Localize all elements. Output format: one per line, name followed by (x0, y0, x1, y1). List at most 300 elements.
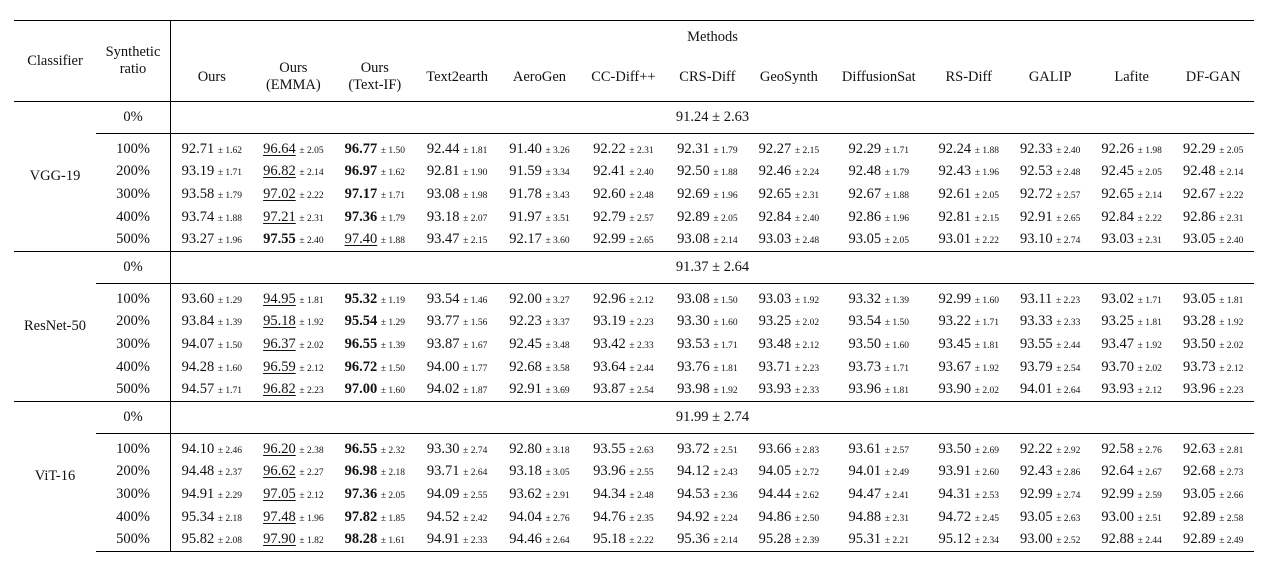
std-value: ± 1.62 (380, 168, 406, 179)
std-value: ± 1.50 (713, 295, 738, 306)
mean-value: 92.63 (1182, 440, 1216, 457)
std-value: ± 2.40 (1219, 236, 1244, 247)
value-cell (580, 138, 666, 161)
std-value: ± 2.05 (974, 190, 999, 201)
std-value: ± 2.31 (299, 213, 324, 224)
std-value: ± 2.49 (884, 468, 910, 479)
mean-value: 93.45 (938, 335, 972, 352)
value-cell (1009, 206, 1090, 229)
mean-value: 94.91 (426, 531, 460, 548)
std-value: ± 2.43 (713, 468, 738, 479)
std-value: ± 1.81 (463, 145, 488, 156)
std-value: ± 2.74 (1056, 490, 1081, 501)
value-cell (1009, 333, 1090, 356)
mean-value: 97.00 (344, 381, 378, 398)
value-cell (499, 378, 580, 401)
mean-value: 93.22 (938, 313, 972, 330)
value-cell (830, 528, 928, 551)
method-header-line1: DF-GAN (1185, 68, 1241, 85)
value-cell (580, 528, 666, 551)
value-cell (748, 311, 829, 334)
mean-value: 93.96 (593, 463, 626, 480)
mean-value: 93.72 (677, 440, 710, 457)
std-value: ± 1.81 (299, 295, 324, 306)
mean-value: 93.71 (426, 463, 460, 480)
mean-value: 92.22 (593, 140, 626, 157)
std-value: ± 2.54 (1056, 363, 1081, 374)
value-cell (667, 311, 748, 334)
std-value: ± 2.37 (217, 468, 243, 479)
value-cell (748, 356, 829, 379)
value-cell (1009, 161, 1090, 184)
mean-value: 93.42 (593, 335, 626, 352)
std-value: ± 3.26 (545, 145, 570, 156)
value-cell (1009, 438, 1090, 461)
std-value: ± 2.44 (629, 363, 654, 374)
mean-value: 92.99 (938, 290, 972, 307)
mean-value: 92.29 (848, 140, 882, 157)
mean-value: 93.28 (1182, 313, 1216, 330)
std-value: ± 2.67 (1137, 468, 1162, 479)
mean-value: 93.61 (848, 440, 882, 457)
value-cell (334, 228, 415, 251)
mean-value: 93.77 (426, 313, 460, 330)
std-value: ± 2.12 (1219, 363, 1244, 374)
std-value: ± 3.37 (545, 318, 570, 329)
mean-value: 94.05 (758, 463, 792, 480)
value-cell (334, 356, 415, 379)
mean-value: 93.71 (758, 358, 792, 375)
mean-value: 92.33 (1019, 140, 1053, 157)
mean-value: 92.44 (426, 140, 460, 157)
value-cell (1091, 311, 1172, 334)
table-body (14, 102, 1254, 552)
std-value: ± 1.81 (1219, 295, 1244, 306)
std-value: ± 2.91 (545, 490, 570, 501)
value-cell (1172, 183, 1254, 206)
mean-value: 96.98 (344, 463, 378, 480)
method-header-line1: Lafite (1114, 68, 1149, 85)
value-cell (499, 206, 580, 229)
method-header-5 (580, 53, 666, 102)
mean-value: 94.34 (593, 485, 626, 502)
mean-value: 92.60 (593, 185, 626, 202)
std-value: ± 2.48 (629, 190, 654, 201)
mean-value: 93.00 (1101, 508, 1135, 525)
std-value: ± 2.05 (380, 490, 406, 501)
std-value: ± 2.22 (1219, 190, 1244, 201)
value-cell (830, 206, 928, 229)
value-cell (928, 333, 1009, 356)
std-value: ± 1.39 (217, 318, 243, 329)
std-value: ± 2.32 (380, 445, 406, 456)
mean-value: 92.24 (938, 140, 972, 157)
std-value: ± 2.31 (1137, 236, 1162, 247)
value-cell (1091, 356, 1172, 379)
value-cell (416, 356, 499, 379)
mean-value: 96.82 (263, 163, 296, 180)
mean-value: 92.41 (593, 163, 626, 180)
mean-value: 94.95 (263, 290, 296, 307)
std-value: ± 2.31 (794, 190, 820, 201)
value-cell (171, 228, 253, 251)
std-value: ± 2.14 (1219, 168, 1244, 179)
value-cell (334, 506, 415, 529)
std-value: ± 2.31 (884, 513, 910, 524)
mean-value: 95.18 (593, 531, 626, 548)
ratio-cell: 200% (116, 313, 150, 330)
value-cell (499, 528, 580, 551)
value-cell (1172, 161, 1254, 184)
value-cell (253, 356, 334, 379)
std-value: ± 2.53 (974, 490, 999, 501)
value-cell (253, 438, 334, 461)
value-cell (334, 288, 415, 311)
value-cell (1172, 483, 1254, 506)
value-cell (253, 161, 334, 184)
mean-value: 92.48 (848, 163, 882, 180)
value-cell (171, 356, 253, 379)
mean-value: 94.46 (509, 531, 542, 548)
mean-value: 93.01 (938, 231, 972, 248)
value-cell (416, 138, 499, 161)
mean-value: 92.17 (509, 231, 542, 248)
value-cell (830, 483, 928, 506)
value-cell (748, 138, 829, 161)
mean-value: 92.58 (1101, 440, 1135, 457)
method-header-line1: CRS-Diff (679, 68, 736, 85)
baseline-value: 91.99 ± 2.74 (171, 401, 1255, 433)
value-cell (334, 528, 415, 551)
std-value: ± 1.79 (217, 190, 243, 201)
value-cell (1172, 138, 1254, 161)
value-cell (253, 206, 334, 229)
value-cell (334, 206, 415, 229)
value-cell (580, 378, 666, 401)
value-cell (171, 333, 253, 356)
value-cell (667, 333, 748, 356)
mean-value: 96.62 (263, 463, 296, 480)
value-cell (580, 356, 666, 379)
std-value: ± 1.81 (713, 363, 738, 374)
synthetic-ratio-line2: ratio (119, 61, 147, 77)
std-value: ± 2.58 (1219, 513, 1244, 524)
std-value: ± 2.57 (1056, 190, 1081, 201)
mean-value: 95.31 (848, 531, 882, 548)
std-value: ± 2.14 (713, 536, 738, 547)
value-cell (580, 483, 666, 506)
data-row (14, 311, 1254, 334)
std-value: ± 1.81 (1137, 318, 1162, 329)
value-cell (748, 183, 829, 206)
std-value: ± 2.55 (463, 490, 488, 501)
value-cell (1172, 506, 1254, 529)
value-cell (928, 138, 1009, 161)
value-cell (830, 438, 928, 461)
value-cell (1091, 138, 1172, 161)
mean-value: 92.43 (938, 163, 972, 180)
value-cell (334, 138, 415, 161)
value-cell (667, 161, 748, 184)
mean-value: 94.52 (426, 508, 460, 525)
data-row (14, 356, 1254, 379)
value-cell (334, 183, 415, 206)
value-cell (1009, 288, 1090, 311)
std-value: ± 2.81 (1219, 445, 1244, 456)
method-header-line1: GALIP (1028, 68, 1072, 85)
mean-value: 95.34 (181, 508, 215, 525)
mean-value: 93.08 (677, 290, 710, 307)
classifier-header-text: Classifier (27, 52, 83, 69)
std-value: ± 3.58 (545, 363, 570, 374)
value-cell (580, 333, 666, 356)
mean-value: 94.86 (758, 508, 792, 525)
value-cell (748, 483, 829, 506)
method-header-line1: RS-Diff (945, 68, 992, 85)
std-value: ± 2.02 (1137, 363, 1162, 374)
std-value: ± 1.60 (380, 386, 406, 397)
mean-value: 93.98 (677, 381, 710, 398)
std-value: ± 2.69 (974, 445, 999, 456)
std-value: ± 1.88 (884, 190, 910, 201)
mean-value: 95.28 (758, 531, 792, 548)
std-value: ± 2.63 (1056, 513, 1081, 524)
value-cell (1009, 528, 1090, 551)
value-cell (171, 183, 253, 206)
std-value: ± 2.29 (217, 490, 243, 501)
classifier-name: ViT-16 (14, 401, 96, 551)
method-header-2 (334, 53, 415, 102)
std-value: ± 2.33 (794, 386, 820, 397)
std-value: ± 2.46 (217, 445, 243, 456)
mean-value: 92.23 (509, 313, 542, 330)
mean-value: 96.97 (344, 163, 378, 180)
value-cell (748, 461, 829, 484)
value-cell (928, 528, 1009, 551)
mean-value: 92.67 (1182, 185, 1216, 202)
mean-value: 92.00 (509, 290, 542, 307)
method-header-7 (748, 53, 829, 102)
ratio-cell: 200% (116, 163, 150, 180)
std-value: ± 2.22 (299, 190, 324, 201)
value-cell (171, 206, 253, 229)
value-cell (667, 356, 748, 379)
value-cell (253, 378, 334, 401)
mean-value: 93.47 (426, 231, 460, 248)
method-header-6 (667, 53, 748, 102)
value-cell (1091, 438, 1172, 461)
data-row (14, 333, 1254, 356)
std-value: ± 2.63 (629, 445, 654, 456)
std-value: ± 1.29 (217, 295, 243, 306)
std-value: ± 2.22 (974, 236, 999, 247)
std-value: ± 1.96 (884, 213, 910, 224)
value-cell (667, 483, 748, 506)
method-header-4 (499, 53, 580, 102)
std-value: ± 1.96 (713, 190, 738, 201)
std-value: ± 2.54 (629, 386, 654, 397)
mean-value: 92.68 (1182, 463, 1216, 480)
std-value: ± 2.12 (299, 363, 324, 374)
std-value: ± 2.07 (463, 213, 488, 224)
std-value: ± 1.96 (217, 236, 243, 247)
mean-value: 93.64 (593, 358, 626, 375)
std-value: ± 1.71 (884, 145, 910, 156)
mean-value: 92.50 (677, 163, 710, 180)
mean-value: 92.65 (1101, 185, 1135, 202)
synthetic-ratio-header (96, 21, 171, 102)
value-cell (580, 438, 666, 461)
value-cell (1091, 506, 1172, 529)
std-value: ± 2.57 (629, 213, 654, 224)
value-cell (334, 438, 415, 461)
std-value: ± 2.42 (463, 513, 488, 524)
mean-value: 97.17 (344, 185, 378, 202)
std-value: ± 1.98 (1137, 145, 1162, 156)
mean-value: 92.99 (593, 231, 626, 248)
std-value: ± 2.35 (629, 513, 654, 524)
mean-value: 92.86 (848, 208, 882, 225)
value-cell (580, 461, 666, 484)
std-value: ± 2.05 (299, 145, 324, 156)
mean-value: 92.27 (758, 140, 792, 157)
ratio-cell: 100% (116, 290, 150, 307)
ratio-cell: 0% (96, 251, 171, 283)
value-cell (667, 378, 748, 401)
mean-value: 92.69 (677, 185, 710, 202)
mean-value: 92.43 (1019, 463, 1053, 480)
method-header-line1: Ours (360, 60, 389, 76)
std-value: ± 2.41 (884, 490, 910, 501)
value-cell (171, 311, 253, 334)
mean-value: 93.96 (848, 381, 882, 398)
value-cell (499, 228, 580, 251)
mean-value: 93.74 (181, 208, 215, 225)
mean-value: 93.00 (1019, 531, 1053, 548)
ratio-cell: 400% (116, 508, 150, 525)
value-cell (253, 461, 334, 484)
value-cell (171, 461, 253, 484)
std-value: ± 2.15 (463, 236, 488, 247)
std-value: ± 1.92 (1219, 318, 1244, 329)
mean-value: 92.64 (1101, 463, 1135, 480)
mean-value: 94.31 (938, 485, 972, 502)
std-value: ± 1.79 (713, 145, 738, 156)
std-value: ± 2.02 (974, 386, 999, 397)
mean-value: 96.72 (344, 358, 378, 375)
std-value: ± 2.33 (629, 340, 654, 351)
value-cell (1009, 356, 1090, 379)
value-cell (748, 378, 829, 401)
value-cell (499, 483, 580, 506)
std-value: ± 1.60 (884, 340, 910, 351)
value-cell (830, 378, 928, 401)
std-value: ± 2.12 (1137, 386, 1162, 397)
mean-value: 94.53 (677, 485, 710, 502)
std-value: ± 2.39 (794, 536, 820, 547)
value-cell (928, 438, 1009, 461)
std-value: ± 2.21 (884, 536, 910, 547)
mean-value: 94.28 (181, 358, 215, 375)
value-cell (499, 333, 580, 356)
value-cell (580, 228, 666, 251)
value-cell (1172, 288, 1254, 311)
classifier-header (14, 21, 96, 102)
mean-value: 93.87 (426, 335, 460, 352)
baseline-row (14, 102, 1254, 134)
ratio-cell: 300% (116, 185, 150, 202)
mean-value: 94.12 (677, 463, 710, 480)
std-value: ± 2.36 (713, 490, 738, 501)
value-cell (1172, 356, 1254, 379)
mean-value: 93.93 (1101, 381, 1135, 398)
value-cell (171, 438, 253, 461)
ratio-cell: 400% (116, 358, 150, 375)
value-cell (1009, 461, 1090, 484)
mean-value: 92.29 (1182, 140, 1216, 157)
std-value: ± 2.23 (794, 363, 820, 374)
value-cell (580, 311, 666, 334)
mean-value: 96.64 (263, 140, 296, 157)
value-cell (253, 333, 334, 356)
method-header-line1: Ours (279, 60, 308, 76)
mean-value: 91.40 (509, 140, 542, 157)
value-cell (928, 506, 1009, 529)
std-value: ± 2.64 (1056, 386, 1081, 397)
mean-value: 92.68 (509, 358, 542, 375)
value-cell (830, 161, 928, 184)
mean-value: 92.22 (1019, 440, 1053, 457)
data-row (14, 506, 1254, 529)
mean-value: 93.62 (509, 485, 542, 502)
std-value: ± 2.57 (884, 445, 910, 456)
mean-value: 92.46 (758, 163, 792, 180)
std-value: ± 1.50 (380, 363, 406, 374)
value-cell (334, 461, 415, 484)
value-cell (667, 438, 748, 461)
std-value: ± 2.02 (1219, 340, 1244, 351)
mean-value: 92.67 (848, 185, 882, 202)
std-value: ± 2.12 (299, 490, 324, 501)
data-row (14, 378, 1254, 401)
value-cell (1009, 378, 1090, 401)
value-cell (1009, 483, 1090, 506)
value-cell (499, 461, 580, 484)
mean-value: 97.55 (263, 231, 296, 248)
method-header-line2: (Text-IF) (348, 77, 402, 93)
value-cell (830, 138, 928, 161)
value-cell (416, 483, 499, 506)
mean-value: 94.88 (848, 508, 882, 525)
std-value: ± 2.31 (629, 145, 654, 156)
baseline-value: 91.37 ± 2.64 (171, 251, 1255, 283)
value-cell (580, 161, 666, 184)
mean-value: 92.31 (677, 140, 710, 157)
value-cell (499, 438, 580, 461)
mean-value: 94.92 (677, 508, 710, 525)
data-row (14, 228, 1254, 251)
mean-value: 93.03 (1101, 231, 1135, 248)
std-value: ± 2.24 (713, 513, 738, 524)
std-value: ± 2.18 (380, 468, 406, 479)
value-cell (253, 483, 334, 506)
value-cell (667, 288, 748, 311)
mean-value: 97.36 (344, 485, 378, 502)
mean-value: 92.81 (426, 163, 460, 180)
std-value: ± 2.34 (974, 536, 999, 547)
mean-value: 93.27 (181, 231, 215, 248)
value-cell (748, 528, 829, 551)
